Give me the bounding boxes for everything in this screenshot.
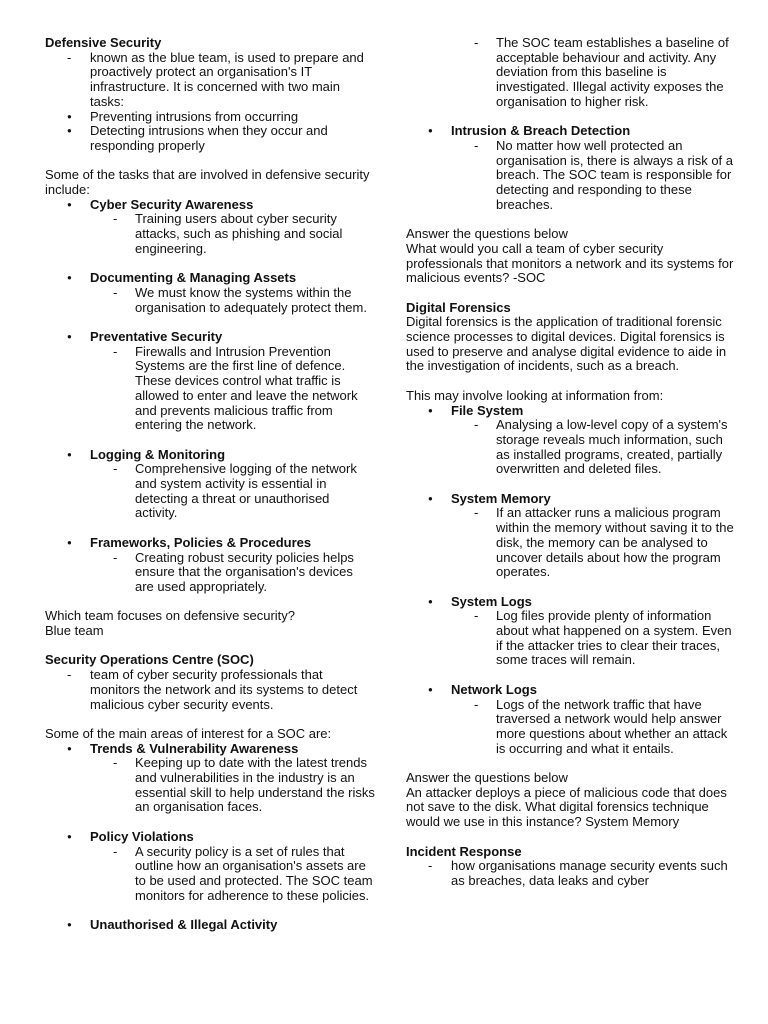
dash-bullet xyxy=(474,139,478,154)
tasks-intro: Some of the tasks that are involved in defensive security include: xyxy=(45,167,370,198)
defensive-security-heading: Defensive Security xyxy=(45,35,162,50)
questions-header: Answer the questions below xyxy=(406,226,568,242)
incident-response-heading: Incident Response xyxy=(406,843,522,859)
list-item-title: ● Cyber Security Awareness xyxy=(45,198,375,213)
list-item-desc: - We must know the systems within the organisation to adequately protect them. xyxy=(45,286,375,315)
dash-bullet xyxy=(113,756,117,771)
list-item-desc: - Creating robust security policies helps ensure that the organisation's devices are used appropriately. xyxy=(45,551,375,595)
list-item-desc: - A security policy is a set of rules that outline how an organisation's assets are to be used and protected. The SOC team monitors for adherence to these policies. xyxy=(45,845,375,904)
bullet-dot xyxy=(67,124,72,141)
dash-bullet xyxy=(474,36,478,51)
list-item-title: ● Trends & Vulnerability Awareness xyxy=(45,742,375,757)
digital-forensics-desc: Digital forensics is the application of traditional forensic science processes to digital devices. Digital forensics is used to preserve and analyse digital evidence to aide in the investigation of incidents, such as a breach. xyxy=(406,314,727,374)
list-item-desc: - Firewalls and Intrusion Prevention Systems are the first line of defence. These devices control what traffic is allowed to enter and leave the network and prevents malicious traffic from entering the network. xyxy=(45,345,375,433)
dash-bullet xyxy=(113,551,117,566)
digital-forensics-heading: Digital Forensics xyxy=(406,299,511,315)
digital-forensics-intro: This may involve looking at information from: xyxy=(406,387,664,403)
dash-bullet xyxy=(474,506,478,521)
dash-bullet xyxy=(113,345,117,360)
incident-response-desc: - how organisations manage security events such as breaches, data leaks and cyber xyxy=(406,859,736,888)
list-item-title: ● System Logs xyxy=(406,595,736,610)
dash-bullet xyxy=(474,418,478,433)
list-item-title: ● System Memory xyxy=(406,492,736,507)
soc-definition: - team of cyber security professionals that monitors the network and its systems to detect malicious cyber security events. xyxy=(45,668,375,712)
list-item-desc: - Comprehensive logging of the network and system activity is essential in detecting a threat or unauthorised activity. xyxy=(45,462,375,521)
list-item-title: ● Policy Violations xyxy=(45,830,375,845)
answer-text: Blue team xyxy=(45,623,104,639)
list-item-title: ● Preventative Security xyxy=(45,330,375,345)
dash-bullet xyxy=(474,698,478,713)
list-item-desc: - Log files provide plenty of information about what happened on a system. Even if the attacker tries to clear their traces, some traces will remain. xyxy=(406,609,736,668)
list-item-desc: - The SOC team establishes a baseline of acceptable behaviour and activity. Any deviation from this baseline is investigated. Illegal activity exposes the organisation to higher risk. xyxy=(406,36,736,110)
question-text: An attacker deploys a piece of malicious code that does not save to the disk. What digital forensics technique would we use in this instance? System Memory xyxy=(406,784,727,830)
list-item-desc: - Logs of the network traffic that have traversed a network would help answer more questions about whether an attack is occurring and what it entails. xyxy=(406,698,736,757)
left-column xyxy=(45,36,375,933)
list-item-title: ● Intrusion & Breach Detection xyxy=(406,124,736,139)
dash-bullet xyxy=(67,51,71,66)
question-text: Which team focuses on defensive security? xyxy=(45,608,296,624)
list-item-desc: - No matter how well protected an organisation is, there is always a risk of a breach. The SOC team is responsible for detecting and responding to these breaches. xyxy=(406,139,736,213)
list-item-desc: - Training users about cyber security attacks, such as phishing and social engineering. xyxy=(45,212,375,256)
dash-bullet xyxy=(113,462,117,477)
dash-bullet xyxy=(474,609,478,624)
dash-bullet xyxy=(428,859,432,874)
right-column xyxy=(406,36,736,889)
list-item-title: ● Logging & Monitoring xyxy=(45,448,375,463)
questions-header: Answer the questions below xyxy=(406,770,568,786)
dash-bullet xyxy=(113,286,117,301)
soc-intro: Some of the main areas of interest for a SOC are: xyxy=(45,725,332,741)
list-item-desc: - Keeping up to date with the latest trends and vulnerabilities in the industry is an essential skill to help understand the risks an organisation faces. xyxy=(45,756,375,815)
list-item-desc: - If an attacker runs a malicious program within the memory without saving it to the disk, the memory can be analysed to uncover details about how the program operates. xyxy=(406,506,736,580)
list-item-title: ● File System xyxy=(406,404,736,419)
dash-bullet xyxy=(67,668,71,683)
defensive-security-definition: - known as the blue team, is used to prepare and proactively protect an organisation's IT infrastructure. It is concerned with two main tasks: xyxy=(45,51,375,110)
dash-bullet xyxy=(113,845,117,860)
bullet-dot xyxy=(67,918,72,935)
list-item-desc: - Analysing a low-level copy of a system's storage reveals much information, such as installed programs, created, partially overwritten and deleted files. xyxy=(406,418,736,477)
question-text: What would you call a team of cyber security professionals that monitors a network and its systems for malicious events? -SOC xyxy=(406,240,734,286)
dash-bullet xyxy=(113,212,117,227)
list-item-title: ● Unauthorised & Illegal Activity xyxy=(45,918,375,933)
list-item-title: ● Network Logs xyxy=(406,683,736,698)
soc-heading: Security Operations Centre (SOC) xyxy=(45,652,254,668)
task-item: ● Preventing intrusions from occurring xyxy=(45,110,375,125)
list-item-title: ● Documenting & Managing Assets xyxy=(45,271,375,286)
list-item-title: ● Frameworks, Policies & Procedures xyxy=(45,536,375,551)
task-item: ● Detecting intrusions when they occur and responding properly xyxy=(45,124,375,153)
